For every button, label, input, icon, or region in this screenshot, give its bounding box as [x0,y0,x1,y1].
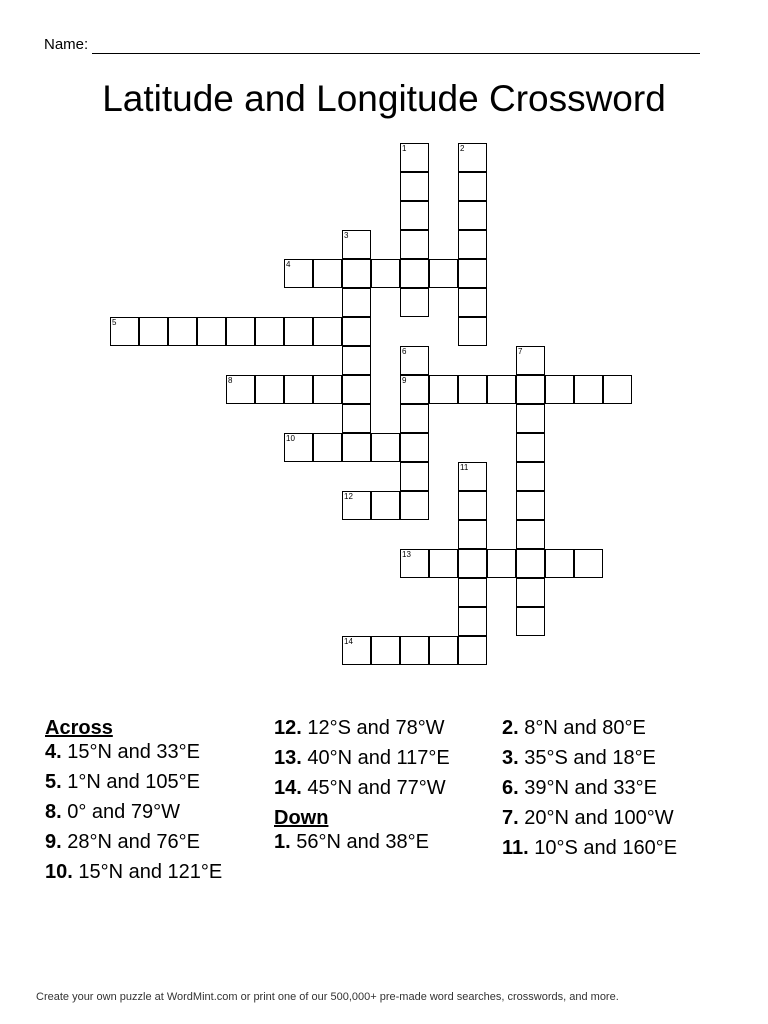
footer-note: Create your own puzzle at WordMint.com or print one of our 500,000+ pre-made word searches, crosswords, and more. [36,991,619,1003]
clue-down-3: 3. 35°S and 18°E [502,747,656,769]
crossword-cell[interactable] [458,462,487,491]
crossword-cell[interactable] [574,375,603,404]
crossword-cell[interactable] [342,230,371,259]
crossword-cell[interactable] [458,520,487,549]
crossword-cell[interactable] [371,491,400,520]
crossword-cell[interactable] [342,491,371,520]
crossword-cell[interactable] [429,549,458,578]
cell-number: 2 [460,144,465,153]
crossword-cell[interactable] [458,636,487,665]
crossword-cell[interactable] [400,375,429,404]
cell-number: 5 [112,318,117,327]
crossword-cell[interactable] [400,404,429,433]
crossword-cell[interactable] [371,259,400,288]
crossword-cell[interactable] [400,549,429,578]
cell-number: 3 [344,231,349,240]
clue-down-11: 11. 10°S and 160°E [502,837,678,859]
crossword-cell[interactable] [342,433,371,462]
clue-down-2: 2. 8°N and 80°E [502,717,646,739]
clue-across-8: 8. 0° and 79°W [45,801,180,823]
cell-number: 11 [460,463,469,472]
crossword-cell[interactable] [371,636,400,665]
crossword-cell[interactable] [400,143,429,172]
crossword-cell[interactable] [313,317,342,346]
crossword-cell[interactable] [284,259,313,288]
crossword-cell[interactable] [516,375,545,404]
crossword-cell[interactable] [487,549,516,578]
crossword-cell[interactable] [516,520,545,549]
clue-across-9: 9. 28°N and 76°E [45,831,201,853]
cell-number: 14 [344,637,353,646]
crossword-cell[interactable] [342,375,371,404]
crossword-cell[interactable] [284,317,313,346]
across-heading: Across [45,717,113,739]
cell-number: 13 [402,550,411,559]
name-input-line[interactable] [92,39,700,54]
clue-down-6: 6. 39°N and 33°E [502,777,658,799]
crossword-cell[interactable] [458,607,487,636]
crossword-cell[interactable] [516,607,545,636]
page-title: Latitude and Longitude Crossword [102,78,666,119]
crossword-cell[interactable] [400,462,429,491]
cell-number: 1 [402,144,407,153]
crossword-cell[interactable] [400,259,429,288]
crossword-cell[interactable] [516,404,545,433]
cell-number: 10 [286,434,295,443]
cell-number: 9 [402,376,407,385]
clue-across-14: 14. 45°N and 77°W [274,777,446,799]
crossword-cell[interactable] [487,375,516,404]
clue-across-10: 10. 15°N and 121°E [45,861,223,883]
crossword-cell[interactable] [458,201,487,230]
crossword-cell[interactable] [400,433,429,462]
clues-column-3 [502,716,727,866]
crossword-cell[interactable] [516,578,545,607]
crossword-cell[interactable] [458,288,487,317]
crossword-cell[interactable] [342,317,371,346]
crossword-cell[interactable] [458,491,487,520]
crossword-cell[interactable] [313,375,342,404]
clues-column-1 [45,716,260,890]
crossword-cell[interactable] [255,317,284,346]
crossword-cell[interactable] [313,259,342,288]
crossword-cell[interactable] [516,346,545,375]
crossword-cell[interactable] [400,346,429,375]
crossword-cell[interactable] [168,317,197,346]
clue-across-5: 5. 1°N and 105°E [45,771,201,793]
crossword-cell[interactable] [255,375,284,404]
crossword-cell[interactable] [400,230,429,259]
clue-down-1: 1. 56°N and 38°E [274,831,430,853]
crossword-cell[interactable] [284,375,313,404]
crossword-cell[interactable] [458,172,487,201]
crossword-cell[interactable] [371,433,400,462]
crossword-cell[interactable] [400,288,429,317]
crossword-cell[interactable] [110,317,139,346]
crossword-cell[interactable] [603,375,632,404]
crossword-cell[interactable] [400,491,429,520]
crossword-cell[interactable] [342,404,371,433]
crossword-cell[interactable] [342,346,371,375]
crossword-cell[interactable] [545,549,574,578]
crossword-cell[interactable] [226,317,255,346]
crossword-cell[interactable] [458,259,487,288]
crossword-cell[interactable] [458,549,487,578]
clue-across-12: 12. 12°S and 78°W [274,717,445,739]
crossword-cell[interactable] [226,375,255,404]
crossword-cell[interactable] [313,433,342,462]
crossword-cell[interactable] [139,317,168,346]
crossword-cell[interactable] [458,317,487,346]
crossword-cell[interactable] [400,201,429,230]
crossword-cell[interactable] [516,462,545,491]
crossword-cell[interactable] [429,636,458,665]
cell-number: 8 [228,376,233,385]
down-heading: Down [274,807,329,829]
crossword-cell[interactable] [574,549,603,578]
crossword-cell[interactable] [458,578,487,607]
crossword-cell[interactable] [342,259,371,288]
clue-across-4: 4. 15°N and 33°E [45,741,201,763]
crossword-cell[interactable] [516,433,545,462]
cell-number: 6 [402,347,407,356]
crossword-cell[interactable] [400,172,429,201]
crossword-cell[interactable] [516,491,545,520]
crossword-cell[interactable] [400,636,429,665]
clues-column-2 [274,716,489,860]
crossword-cell[interactable] [458,143,487,172]
crossword-cell[interactable] [545,375,574,404]
cell-number: 4 [286,260,291,269]
cell-number: 7 [518,347,523,356]
crossword-cell[interactable] [342,636,371,665]
name-label: Name: [44,36,89,53]
clue-down-7: 7. 20°N and 100°W [502,807,674,829]
crossword-cell[interactable] [429,375,458,404]
crossword-cell[interactable] [342,288,371,317]
cell-number: 12 [344,492,353,501]
crossword-cell[interactable] [284,433,313,462]
crossword-cell[interactable] [458,230,487,259]
name-field-row [44,34,700,54]
crossword-cell[interactable] [516,549,545,578]
crossword-cell[interactable] [429,259,458,288]
clue-across-13: 13. 40°N and 117°E [274,747,450,769]
crossword-cell[interactable] [458,375,487,404]
crossword-cell[interactable] [197,317,226,346]
